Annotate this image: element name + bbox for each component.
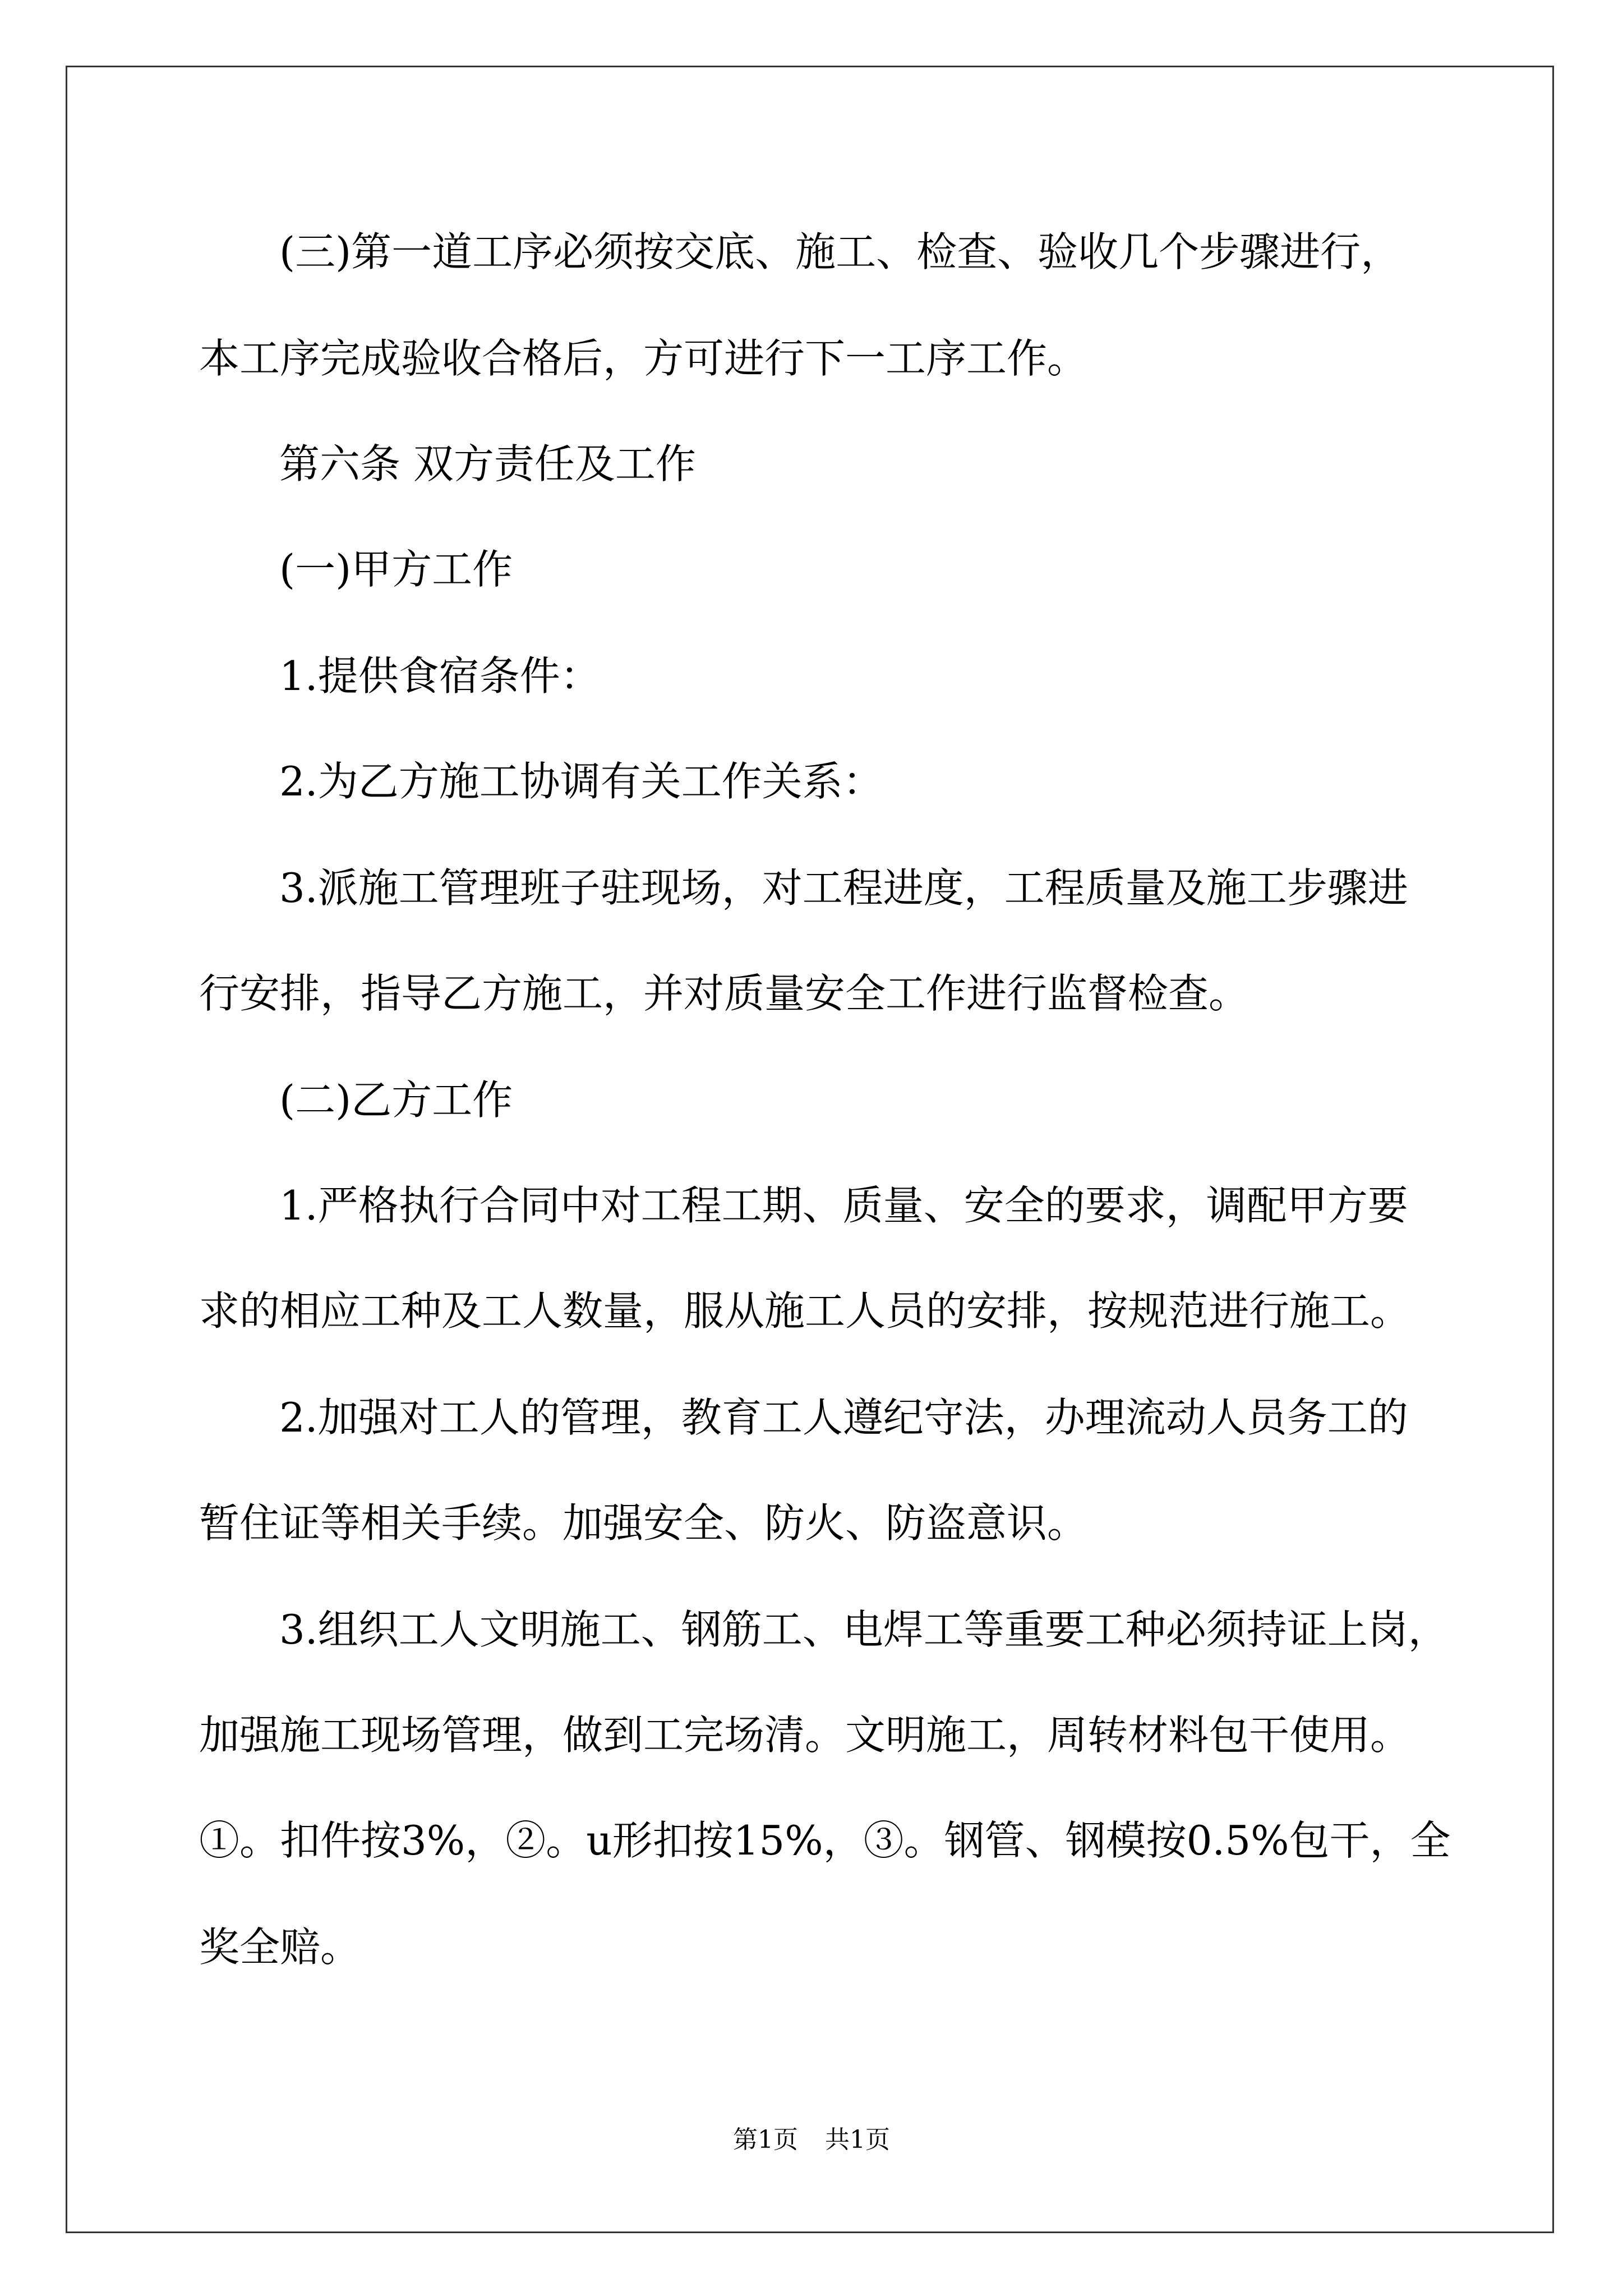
page-number: 第1页 [733, 2125, 798, 2154]
page-border [66, 66, 1554, 2233]
line-11: 求的相应工种及工人数量，服从施工人员的安排，按规范进行施工。 [199, 1287, 1411, 1335]
line-12: 2.加强对工人的管理，教育工人遵纪守法，办理流动人员务工的 [279, 1394, 1408, 1441]
subsection-heading-party-a: (一)甲方工作 [279, 546, 513, 593]
line-17: 奖全赔。 [199, 1924, 361, 1971]
section-heading: 第六条 双方责任及工作 [279, 440, 696, 487]
line-5: 1.提供食宿条件： [279, 652, 601, 700]
line-2: 本工序完成验收合格后，方可进行下一工序工作。 [199, 335, 1088, 382]
page-total: 共1页 [825, 2125, 890, 2154]
line-15: 加强施工现场管理，做到工完场清。文明施工，周转材料包干使用。 [199, 1711, 1411, 1759]
line-1: (三)第一道工序必须按交底、施工、检查、验收几个步骤进行， [279, 228, 1401, 275]
line-10: 1.严格执行合同中对工程工期、质量、安全的要求，调配甲方要 [279, 1182, 1408, 1229]
subsection-heading-party-b: (二)乙方工作 [279, 1076, 513, 1124]
line-7: 3.派施工管理班子驻现场，对工程进度，工程质量及施工步骤进 [279, 864, 1408, 912]
line-14: 3.组织工人文明施工、钢筋工、电焊工等重要工种必须持证上岗， [279, 1606, 1449, 1653]
line-8: 行安排，指导乙方施工，并对质量安全工作进行监督检查。 [199, 970, 1249, 1017]
line-6: 2.为乙方施工协调有关工作关系： [279, 758, 883, 805]
line-16: ①。扣件按3%，②。u形扣按15%，③。钢管、钢模按0.5%包干，全 [199, 1817, 1451, 1864]
page-footer [0, 2119, 1623, 2155]
line-13: 暂住证等相关手续。加强安全、防火、防盗意识。 [199, 1499, 1088, 1547]
